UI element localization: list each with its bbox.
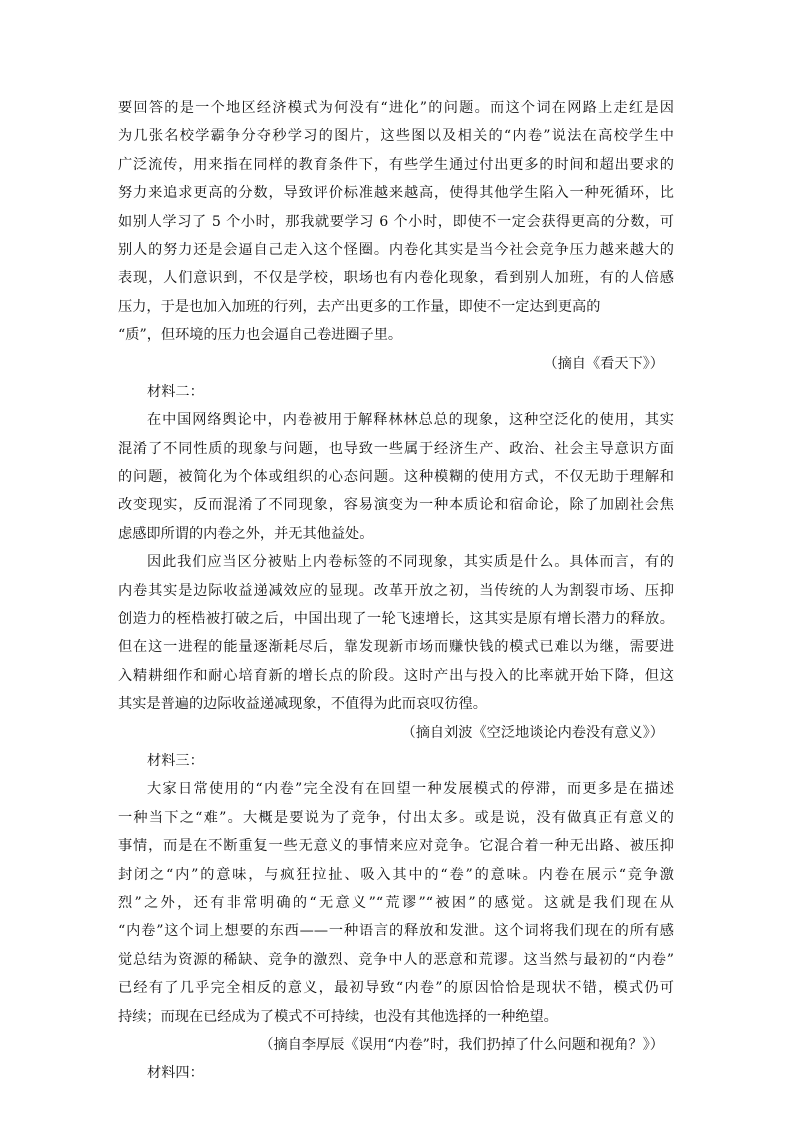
paragraph-line: 因此我们应当区分被贴上内卷标签的不同现象，其实质是什么。具体而言，有的 [147,554,674,571]
paragraph-line: “质”，但环境的压力也会逼自己卷进圈子里。 [118,327,403,344]
material-label: 材料三： [147,752,204,769]
paragraph-line: 事情，而是在不断重复一些无意义的事情来应对竞争。它混合着一种无出路、被压抑 [118,838,674,855]
source-citation: （摘自刘波《空泛地谈论内卷没有意义》） [401,724,664,741]
paragraph-line: 别人的努力还是会逼自己走入这个怪圈。内卷化其实是当今社会竞争压力越来越大的 [118,241,674,258]
paragraph-line: 虑感即所谓的内卷之外，并无其他益处。 [118,525,374,542]
paragraph-line: 内卷其实是边际收益递减效应的显现。改革开放之初，当传统的人为割裂市场、压抑 [118,582,674,599]
paragraph-line: 烈”之外，还有非常明确的“无意义”“荒谬”“被困”的感觉。这就是我们现在从 [118,894,674,911]
material-label: 材料四： [147,1065,204,1082]
paragraph-line: 大家日常使用的“内卷”完全没有在回望一种发展模式的停滞，而更多是在描述 [147,781,674,798]
paragraph-line: 改变现实，反而混淆了不同现象，容易演变为一种本质论和宿命论，除了加剧社会焦 [118,497,674,514]
source-citation: （摘自《看天下》） [543,355,664,372]
paragraph-line: 已经有了几乎完全相反的意义，最初导致“内卷”的原因恰恰是现状不错，模式仍可 [118,980,674,997]
paragraph-line: 但在这一进程的能量逐渐耗尽后，靠发现新市场而赚快钱的模式已难以为继，需要进 [118,639,674,656]
paragraph-line: 努力来追求更高的分数，导致评价标准越来越高，使得其他学生陷入一种死循环，比 [118,185,674,202]
paragraph-line: 如别人学习了 5 个小时，那我就要学习 6 个小时，即使不一定会获得更高的分数，可 [118,213,674,230]
paragraph-line: 封闭之“内”的意味，与疯狂拉扯、吸入其中的“卷”的意味。内卷在展示“竞争激 [118,866,674,883]
paragraph-line: 为几张名校学霸争分夺秒学习的图片，这些图以及相关的“内卷”说法在高校学生中 [118,128,674,145]
paragraph-line: 觉总结为资源的稀缺、竞争的激烈、竞争中人的恶意和荒谬。这当然与最初的“内卷” [118,951,674,968]
paragraph-line: 其实是普遍的边际收益递减现象，不值得为此而哀叹彷徨。 [118,696,487,713]
material-label: 材料二： [147,383,204,400]
paragraph-line: 广泛流传，用来指在同样的教育条件下，有些学生通过付出更多的时间和超出要求的 [118,156,674,173]
source-citation: （摘自李厚辰《误用“内卷”时，我们扔掉了什么问题和视角？》） [259,1036,664,1053]
document-body [118,94,674,1088]
paragraph-line: 混淆了不同性质的现象与问题，也导致一些属于经济生产、政治、社会主导意识方面 [118,440,674,457]
paragraph-line: 持续；而现在已经成为了模式不可持续，也没有其他选择的一种绝望。 [118,1008,558,1025]
paragraph-line: 创造力的桎梏被打破之后，中国出现了一轮飞速增长，这其实是原有增长潜力的释放。 [118,611,674,628]
paragraph-line: 表现，人们意识到，不仅是学校，职场也有内卷化现象，看到别人加班，有的人倍感 [118,270,674,287]
paragraph-line: 在中国网络舆论中，内卷被用于解释林林总总的现象，这种空泛化的使用，其实 [147,412,674,429]
paragraph-line: 入精耕细作和耐心培育新的增长点的阶段。这时产出与投入的比率就开始下降，但这 [118,667,674,684]
paragraph-line: “内卷”这个词上想要的东西——一种语言的释放和发泄。这个词将我们现在的所有感 [118,923,674,940]
paragraph-line: 一种当下之“难”。大概是要说为了竞争，付出太多。或是说，没有做真正有意义的 [118,809,674,826]
paragraph-line: 要回答的是一个地区经济模式为何没有“进化”的问题。而这个词在网路上走红是因 [118,100,674,116]
paragraph-line: 压力，于是也加入加班的行列，去产出更多的工作量，即使不一定达到更高的 [118,298,601,315]
paragraph-line: 的问题，被简化为个体或组织的心态问题。这种模糊的使用方式，不仅无助于理解和 [118,469,674,486]
